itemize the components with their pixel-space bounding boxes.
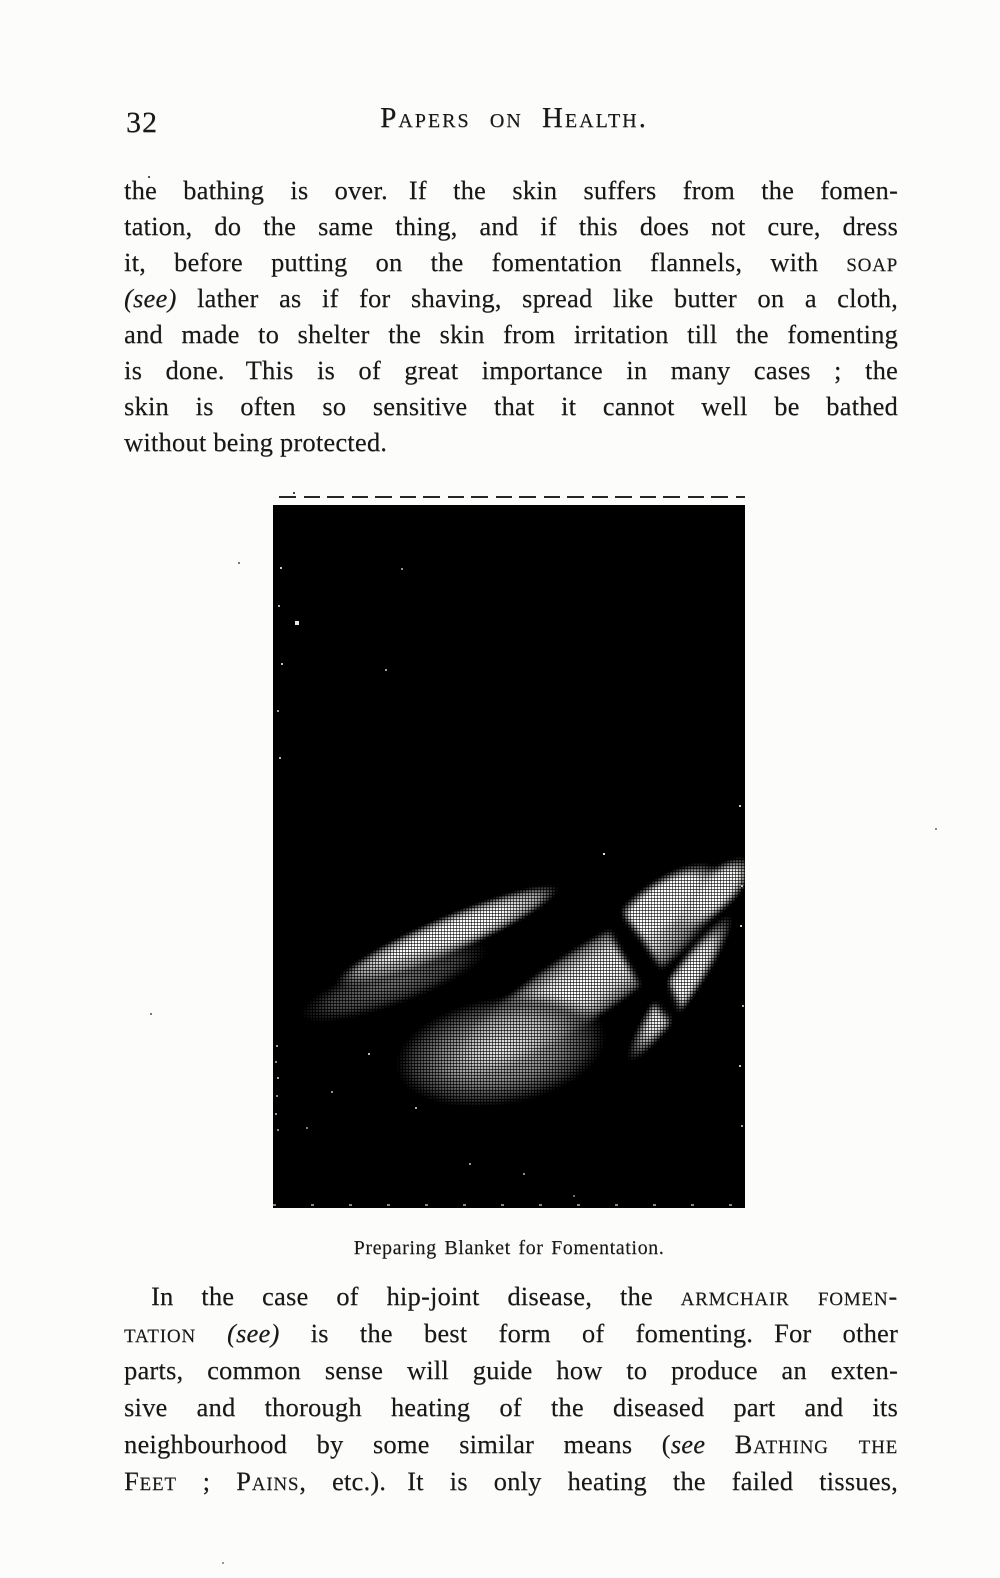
scan-artifact-line <box>273 1204 745 1206</box>
text-line <box>124 244 898 280</box>
text-line <box>124 1278 898 1315</box>
paragraph-bathing <box>124 172 898 460</box>
text-segment: This is of great importance in many cases ; the <box>245 355 898 385</box>
text-line <box>124 1463 898 1500</box>
figure-caption: Preparing Blanket for Fomentation. <box>353 1237 665 1259</box>
text-segment: sive and thorough heating of the diseased part and its <box>124 1392 898 1422</box>
text-segment: lather as if for shaving, spread like butter on a cloth, <box>176 283 898 313</box>
text-line <box>124 424 898 460</box>
text-line <box>124 1426 898 1463</box>
text-segment: the bathing is over. <box>124 175 388 205</box>
text-segment: , etc.). <box>299 1466 387 1496</box>
text-line <box>124 316 898 352</box>
text-line <box>124 1352 898 1389</box>
halftone-dither-overlay <box>273 505 745 1208</box>
text-segment: In the case of hip-joint disease, the <box>151 1281 681 1311</box>
running-title: Papers on Health. <box>380 102 648 134</box>
text-segment: It is only heating the failed tissues, <box>407 1466 898 1496</box>
text-segment: without being protected. <box>124 427 388 457</box>
text-segment: For other <box>774 1318 899 1348</box>
scan-artifact-line <box>279 496 745 498</box>
photo-scan-speckles <box>273 505 275 507</box>
text-segment <box>196 1318 227 1348</box>
text-segment: Bathing the <box>734 1429 899 1459</box>
text-segment: skin is often so sensitive that it cannot well be bathed <box>124 391 898 421</box>
text-line <box>124 352 898 388</box>
text-segment: Feet <box>124 1466 177 1496</box>
text-line <box>124 1389 898 1426</box>
text-segment: soap <box>846 247 898 277</box>
text-segment: Pains <box>236 1466 300 1496</box>
text-segment: and made to shelter the skin from irritation till the fomenting <box>124 319 898 349</box>
paragraph-armchair <box>124 1278 898 1500</box>
text-segment: ; <box>176 1466 237 1496</box>
text-segment: (see) <box>124 283 177 313</box>
text-segment: is done. <box>124 355 225 385</box>
text-segment: it, before putting on the fomentation flannels, with <box>124 247 847 277</box>
fomentation-photo <box>273 505 745 1208</box>
text-segment: is the best form of fomenting. <box>279 1318 754 1348</box>
text-line <box>124 1315 898 1352</box>
text-segment: parts, common sense will guide how to produce an exten- <box>124 1355 898 1385</box>
text-segment: (see) <box>227 1318 280 1348</box>
text-line <box>124 172 898 208</box>
text-segment: tation, do the same thing, and if this does not cure, dress <box>124 211 898 241</box>
page-number: 32 <box>126 106 158 139</box>
text-segment: neighbourhood by some similar means ( <box>124 1429 671 1459</box>
text-segment: armchair fomen- <box>680 1281 898 1311</box>
text-segment: see <box>670 1429 706 1459</box>
text-segment: If the skin suffers from the fomen- <box>408 175 898 205</box>
text-line <box>124 388 898 424</box>
text-segment: tation <box>124 1318 196 1348</box>
text-line <box>124 208 898 244</box>
text-segment <box>705 1429 734 1459</box>
text-line <box>124 280 898 316</box>
page-scan-speckles <box>0 0 2 2</box>
figure-fomentation <box>273 505 745 1260</box>
